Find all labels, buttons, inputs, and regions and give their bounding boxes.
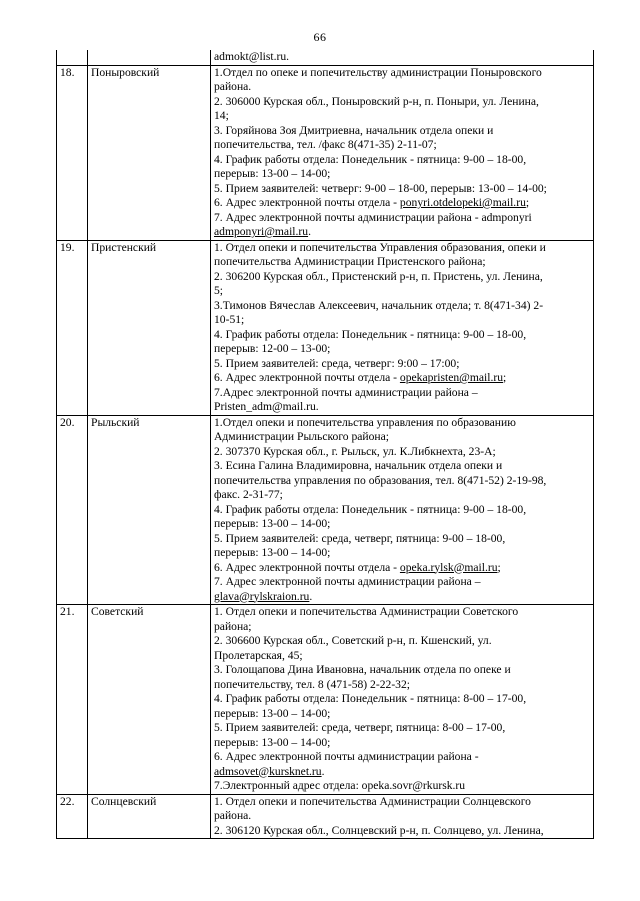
info-line	[214, 546, 590, 561]
info-line	[214, 313, 590, 328]
table-row	[57, 240, 594, 415]
info-line	[214, 138, 590, 153]
row-number: 22.	[57, 794, 88, 839]
info-line	[214, 517, 590, 532]
row-number: 20.	[57, 415, 88, 605]
department-info	[211, 65, 594, 240]
info-line	[214, 590, 590, 605]
info-text: 3. Голощапова Дина Ивановна, начальник отдела по опеке и	[214, 663, 511, 676]
info-text: попечительства управления по образования, тел. 8(471-52) 2-19-98,	[214, 473, 547, 487]
info-line	[214, 182, 590, 197]
row-number-cell	[57, 50, 88, 65]
info-line	[214, 459, 590, 474]
info-text: 1. Отдел опеки и попечительства Управления образования, опеки и	[214, 240, 546, 254]
email-link[interactable]: admponyri@mail.ru	[214, 225, 309, 238]
info-text: 7. Адрес электронной почты администрации района –	[214, 575, 481, 588]
info-text: попечительства, тел. /факс 8(471-35) 2-11-07;	[214, 138, 437, 151]
email-link[interactable]: opekapristen@mail.ru	[399, 371, 503, 384]
email-link[interactable]: admsovet@kursknet.ru	[214, 764, 322, 778]
district-cell	[88, 50, 211, 65]
info-text: 7.Адрес электронной почты администрации района –	[214, 385, 478, 399]
info-text: 5. Прием заявителей: среда, четверг, пятница: 9-00 – 18-00,	[214, 531, 506, 545]
info-line	[214, 488, 590, 503]
info-text: 3.Тимонов Вячеслав Алексеевич, начальник отдела; т. 8(471-34) 2-	[214, 298, 544, 312]
info-line	[214, 95, 590, 110]
info-text: Pristen_adm@mail.ru.	[214, 400, 319, 413]
department-info	[211, 415, 594, 605]
info-line	[214, 196, 590, 211]
info-line	[214, 80, 590, 95]
info-punctuation: .	[309, 589, 313, 603]
info-line	[214, 620, 590, 635]
info-punctuation: ;	[503, 371, 507, 384]
info-text: района;	[214, 619, 252, 633]
info-text: 10-51;	[214, 313, 245, 326]
info-text: 1. Отдел опеки и попечительства Администрации Солнцевского	[214, 794, 531, 808]
info-line	[214, 270, 590, 285]
info-text: 5. Прием заявителей: среда, четверг, пятница: 8-00 – 17-00,	[214, 721, 506, 734]
email-link[interactable]: ponyri.otdelopeki@mail.ru	[399, 196, 526, 209]
info-line	[214, 605, 590, 620]
info-line	[214, 66, 590, 81]
continuation-email-line: admokt@list.ru.	[214, 50, 290, 63]
department-info	[211, 240, 594, 415]
info-line	[214, 284, 590, 299]
info-text: 6. Адрес электронной почты отдела -	[214, 560, 400, 574]
info-line	[214, 124, 590, 139]
info-line	[214, 750, 590, 765]
info-line	[214, 795, 590, 810]
info-text: перерыв: 13-00 – 14-00;	[214, 167, 331, 180]
info-text: 5. Прием заявителей: среда, четверг: 9:00 – 17:00;	[214, 356, 460, 370]
info-text: 3. Есина Галина Владимировна, начальник отдела опеки и	[214, 459, 503, 472]
department-info	[211, 794, 594, 839]
info-text: 5;	[214, 284, 224, 297]
info-text: перерыв: 12-00 – 13-00;	[214, 342, 331, 355]
page-number: 66	[313, 30, 327, 44]
info-line	[214, 634, 590, 649]
info-text: 7. Адрес электронной почты администрации района - admponyri	[214, 210, 532, 224]
district-name: Советский	[88, 605, 211, 795]
info-line	[214, 779, 590, 794]
row-number: 18.	[57, 65, 88, 240]
info-line	[214, 357, 590, 372]
table-body	[57, 50, 594, 839]
info-line	[214, 430, 590, 445]
district-name: Пристенский	[88, 240, 211, 415]
email-link[interactable]: glava@rylskraion.ru	[214, 589, 310, 603]
info-line	[214, 299, 590, 314]
info-line	[214, 416, 590, 431]
info-text: 2. 307370 Курская обл., г. Рыльск, ул. К.Либкнехта, 23-А;	[214, 444, 496, 458]
info-text: 4. График работы отдела: Понедельник - пятница: 9-00 – 18-00,	[214, 152, 527, 166]
info-line	[214, 109, 590, 124]
info-line	[214, 824, 590, 839]
info-line	[214, 400, 590, 415]
info-line	[214, 649, 590, 664]
info-text: 4. График работы отдела: Понедельник - пятница: 9-00 – 18-00,	[214, 327, 527, 341]
info-text: 4. График работы отдела: Понедельник - пятница: 8-00 – 17-00,	[214, 692, 527, 705]
info-text: попечительству, тел. 8 (471-58) 2-22-32;	[214, 677, 410, 691]
info-text: 7.Электронный адрес отдела: opeka.sovr@rkursk.ru	[214, 779, 466, 792]
info-line	[214, 167, 590, 182]
table-row	[57, 605, 594, 795]
table-row	[57, 65, 594, 240]
info-text: 14;	[214, 109, 229, 122]
info-text: 2. 306000 Курская обл., Поныровский р-н, п. Поныри, ул. Ленина,	[214, 94, 539, 108]
info-line	[214, 241, 590, 256]
info-line	[214, 211, 590, 226]
info-line	[214, 153, 590, 168]
department-info	[211, 605, 594, 795]
info-text: 1.Отдел по опеке и попечительству администрации Поныровского	[214, 65, 542, 79]
row-number: 21.	[57, 605, 88, 795]
info-text: 6. Адрес электронной почты отдела -	[214, 196, 400, 209]
info-text: 2. 306200 Курская обл., Пристенский р-н, п. Пристень, ул. Ленина,	[214, 269, 543, 283]
info-line	[214, 707, 590, 722]
info-text: района.	[214, 809, 252, 822]
info-line	[214, 678, 590, 693]
info-text: попечительства Администрации Пристенского района;	[214, 255, 486, 268]
info-line	[214, 255, 590, 270]
info-line	[214, 721, 590, 736]
info-line	[214, 225, 590, 240]
info-punctuation: ;	[497, 560, 501, 574]
info-text: Администрации Рыльского района;	[214, 430, 390, 443]
info-line	[214, 736, 590, 751]
info-line	[214, 474, 590, 489]
continuation-row	[57, 50, 594, 65]
info-text: 6. Адрес электронной почты отдела -	[214, 371, 400, 384]
info-line	[214, 532, 590, 547]
info-text: 6. Адрес электронной почты администрации района -	[214, 750, 479, 763]
info-line	[214, 445, 590, 460]
district-name: Поныровский	[88, 65, 211, 240]
info-punctuation: .	[308, 225, 311, 238]
info-text: 1.Отдел опеки и попечительства управления по образованию	[214, 415, 516, 429]
info-text: перерыв: 13-00 – 14-00;	[214, 517, 331, 530]
info-line	[214, 371, 590, 386]
email-link[interactable]: opeka.rylsk@mail.ru	[399, 560, 498, 574]
info-text: 5. Прием заявителей: четверг: 9-00 – 18-00, перерыв: 13-00 – 14-00;	[214, 181, 547, 195]
info-text: перерыв: 13-00 – 14-00;	[214, 706, 331, 720]
info-text: перерыв: 13-00 – 14-00;	[214, 546, 331, 559]
info-line	[214, 503, 590, 518]
info-line	[214, 575, 590, 590]
row-number: 19.	[57, 240, 88, 415]
info-line	[214, 386, 590, 401]
info-text: 3. Горяйнова Зоя Дмитриевна, начальник отдела опеки и	[214, 123, 494, 137]
info-line	[214, 765, 590, 780]
info-text: 4. График работы отдела: Понедельник - пятница: 9-00 – 18-00,	[214, 502, 527, 516]
info-line	[214, 692, 590, 707]
info-text: 2. 306120 Курская обл., Солнцевский р-н, п. Солнцево, ул. Ленина,	[214, 823, 544, 837]
info-text: перерыв: 13-00 – 14-00;	[214, 735, 331, 749]
info-line	[214, 328, 590, 343]
info-line	[214, 342, 590, 357]
info-text: факс. 2-31-77;	[214, 488, 283, 501]
info-line	[214, 809, 590, 824]
info-text: района.	[214, 80, 252, 93]
info-text: Пролетарская, 45;	[214, 648, 303, 662]
table-row	[57, 415, 594, 605]
table-row	[57, 794, 594, 839]
info-cell	[211, 50, 594, 65]
district-name: Рыльский	[88, 415, 211, 605]
district-name: Солнцевский	[88, 794, 211, 839]
info-punctuation: .	[321, 764, 325, 778]
info-punctuation: ;	[525, 196, 530, 209]
guardianship-departments-table	[56, 50, 594, 839]
info-line	[214, 561, 590, 576]
info-text: 2. 306600 Курская обл., Советский р-н, п. Кшенский, ул.	[214, 634, 492, 647]
info-line	[214, 663, 590, 678]
info-text: 1. Отдел опеки и попечительства Администрации Советского	[214, 605, 519, 618]
